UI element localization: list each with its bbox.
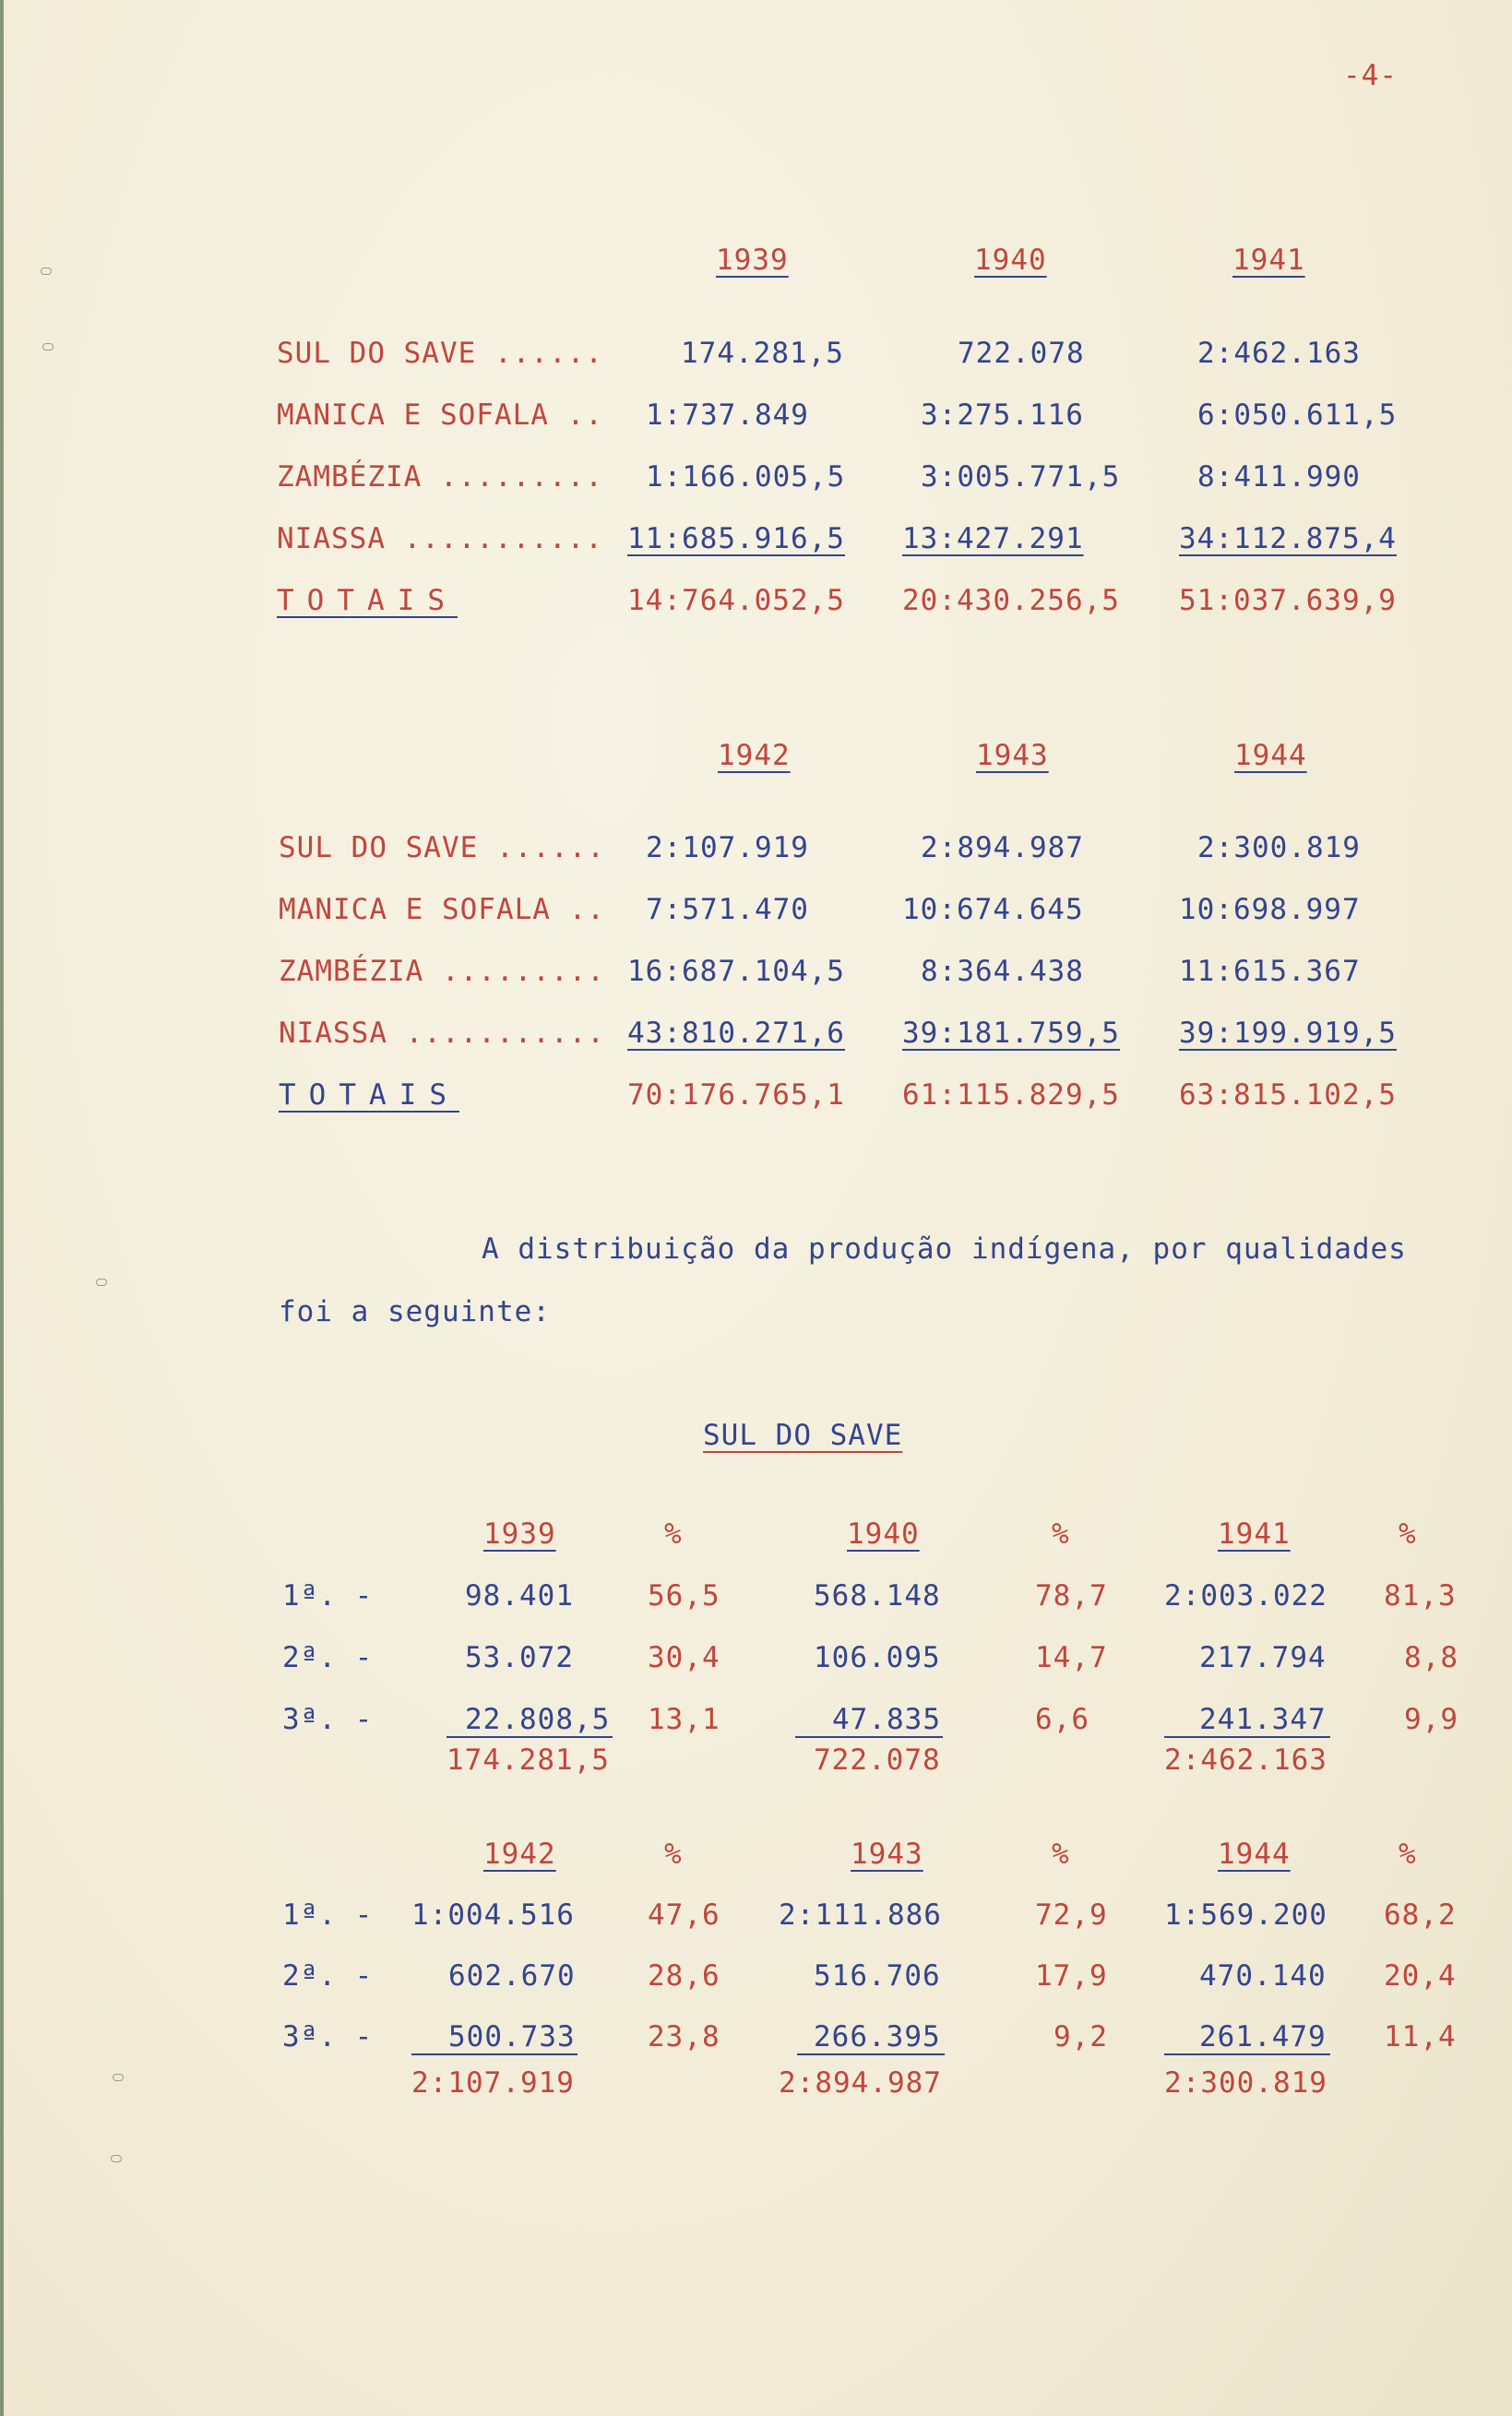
section-title: SUL DO SAVE <box>703 1419 903 1452</box>
column-header: % <box>1052 1517 1070 1551</box>
cell-value: 39:199.919,5 <box>1179 1017 1397 1050</box>
cell-value: 1:737.849 <box>646 399 809 432</box>
sum-value: 174.281,5 <box>446 1744 610 1777</box>
row-label: SUL DO SAVE ...... <box>277 337 603 370</box>
margin-mark <box>113 2074 124 2081</box>
column-header: % <box>664 1517 683 1551</box>
percent-value: 72,9 <box>1035 1898 1108 1932</box>
cell-value: 39:181.759,5 <box>902 1017 1120 1050</box>
column-header: % <box>664 1838 683 1871</box>
cell-value: 241.347 <box>1199 1703 1327 1736</box>
column-header: 1940 <box>847 1517 920 1551</box>
cell-value: 8:364.438 <box>921 955 1084 988</box>
cell-value: 602.670 <box>448 1959 576 1993</box>
sum-value: 2:894.987 <box>779 2066 942 2100</box>
column-header: 1942 <box>483 1838 556 1871</box>
percent-value: 30,4 <box>648 1641 720 1674</box>
cell-value: 2:003.022 <box>1164 1579 1327 1613</box>
cell-value: 1:166.005,5 <box>646 460 846 494</box>
cell-value: 2:111.886 <box>779 1898 942 1932</box>
cell-value: 1:004.516 <box>411 1898 575 1932</box>
year-header: 1943 <box>976 739 1049 772</box>
quality-label: 3ª. - <box>282 1703 374 1736</box>
cell-value: 16:687.104,5 <box>627 955 845 988</box>
cell-value: 470.140 <box>1199 1959 1327 1993</box>
percent-value: 47,6 <box>648 1898 720 1932</box>
percent-value: 68,2 <box>1384 1898 1457 1932</box>
cell-value: 10:674.645 <box>902 893 1084 926</box>
cell-value: 2:894.987 <box>921 831 1084 864</box>
cell-value: 13:427.291 <box>902 522 1084 555</box>
row-label: SUL DO SAVE ...... <box>279 831 605 864</box>
year-header: 1939 <box>716 244 789 277</box>
percent-value: 28,6 <box>648 1959 720 1993</box>
quality-label: 2ª. - <box>282 1959 374 1993</box>
column-header: 1944 <box>1218 1838 1291 1871</box>
percent-value: 6,6 <box>1035 1703 1089 1736</box>
percent-value: 78,7 <box>1035 1579 1108 1613</box>
cell-value: 106.095 <box>814 1641 941 1674</box>
cell-value: 1:569.200 <box>1164 1898 1327 1932</box>
column-header: % <box>1399 1838 1417 1871</box>
cell-value: 10:698.997 <box>1179 893 1361 926</box>
row-label: NIASSA ........... <box>279 1017 605 1050</box>
row-label: ZAMBÉZIA ......... <box>277 460 603 494</box>
column-header: 1941 <box>1218 1517 1291 1551</box>
cell-value: 11:615.367 <box>1179 955 1361 988</box>
percent-value: 56,5 <box>648 1579 720 1613</box>
page-edge-binding <box>0 0 4 2416</box>
cell-value: 22.808,5 <box>465 1703 611 1736</box>
sum-value: 722.078 <box>814 1744 941 1777</box>
percent-value: 9,9 <box>1404 1703 1458 1736</box>
year-header: 1941 <box>1232 244 1305 277</box>
cell-value: 7:571.470 <box>646 893 809 926</box>
cell-value: 34:112.875,4 <box>1179 522 1397 555</box>
quality-label: 1ª. - <box>282 1579 374 1613</box>
cell-value: 217.794 <box>1199 1641 1327 1674</box>
sum-value: 2:300.819 <box>1164 2066 1327 2100</box>
total-value: 63:815.102,5 <box>1179 1078 1397 1112</box>
sum-value: 2:107.919 <box>411 2066 575 2100</box>
percent-value: 13,1 <box>648 1703 720 1736</box>
cell-value: 3:005.771,5 <box>921 460 1121 494</box>
cell-value: 3:275.116 <box>921 399 1084 432</box>
cell-value: 261.479 <box>1199 2020 1327 2053</box>
year-header: 1942 <box>718 739 791 772</box>
cell-value: 568.148 <box>814 1579 941 1613</box>
year-header: 1944 <box>1234 739 1307 772</box>
sum-rule <box>797 2053 945 2055</box>
cell-value: 174.281,5 <box>681 337 844 370</box>
cell-value: 53.072 <box>465 1641 574 1674</box>
cell-value: 722.078 <box>958 337 1085 370</box>
margin-mark <box>42 343 54 351</box>
total-value: 70:176.765,1 <box>627 1078 845 1112</box>
paragraph-line: A distribuição da produção indígena, por qualidades <box>482 1232 1407 1266</box>
sum-rule <box>446 1736 613 1738</box>
totals-label: TOTAIS <box>277 584 458 617</box>
column-header: 1939 <box>483 1517 556 1551</box>
percent-value: 20,4 <box>1384 1959 1457 1993</box>
percent-value: 14,7 <box>1035 1641 1108 1674</box>
cell-value: 500.733 <box>448 2020 576 2053</box>
margin-mark <box>111 2155 122 2162</box>
percent-value: 9,2 <box>1054 2020 1108 2053</box>
cell-value: 11:685.916,5 <box>627 522 845 555</box>
cell-value: 2:462.163 <box>1197 337 1361 370</box>
cell-value: 266.395 <box>814 2020 941 2053</box>
cell-value: 43:810.271,6 <box>627 1017 845 1050</box>
margin-mark <box>41 268 52 275</box>
cell-value: 98.401 <box>465 1579 574 1613</box>
quality-label: 2ª. - <box>282 1641 374 1674</box>
cell-value: 516.706 <box>814 1959 941 1993</box>
percent-value: 23,8 <box>648 2020 720 2053</box>
total-value: 51:037.639,9 <box>1179 584 1397 617</box>
cell-value: 2:107.919 <box>646 831 809 864</box>
row-label: MANICA E SOFALA .. <box>279 893 605 926</box>
total-value: 61:115.829,5 <box>902 1078 1120 1112</box>
cell-value: 2:300.819 <box>1197 831 1361 864</box>
percent-value: 8,8 <box>1404 1641 1458 1674</box>
sum-rule <box>1164 2053 1330 2055</box>
sum-rule <box>1164 1736 1330 1738</box>
row-label: MANICA E SOFALA .. <box>277 399 603 432</box>
quality-label: 1ª. - <box>282 1898 374 1932</box>
percent-value: 11,4 <box>1384 2020 1457 2053</box>
sum-value: 2:462.163 <box>1164 1744 1327 1777</box>
quality-label: 3ª. - <box>282 2020 374 2053</box>
cell-value: 47.835 <box>832 1703 941 1736</box>
margin-mark <box>96 1279 107 1286</box>
total-value: 14:764.052,5 <box>627 584 845 617</box>
percent-value: 81,3 <box>1384 1579 1457 1613</box>
cell-value: 8:411.990 <box>1197 460 1361 494</box>
paragraph-line: foi a seguinte: <box>279 1295 551 1328</box>
year-header: 1940 <box>974 244 1047 277</box>
total-value: 20:430.256,5 <box>902 584 1120 617</box>
totals-label: TOTAIS <box>279 1078 459 1112</box>
column-header: % <box>1052 1838 1070 1871</box>
cell-value: 6:050.611,5 <box>1197 399 1398 432</box>
sum-rule <box>795 1736 943 1738</box>
row-label: ZAMBÉZIA ......... <box>279 955 605 988</box>
percent-value: 17,9 <box>1035 1959 1108 1993</box>
column-header: 1943 <box>851 1838 923 1871</box>
row-label: NIASSA ........... <box>277 522 603 555</box>
sum-rule <box>411 2053 577 2055</box>
column-header: % <box>1399 1517 1417 1551</box>
page-number: -4- <box>1343 59 1398 92</box>
